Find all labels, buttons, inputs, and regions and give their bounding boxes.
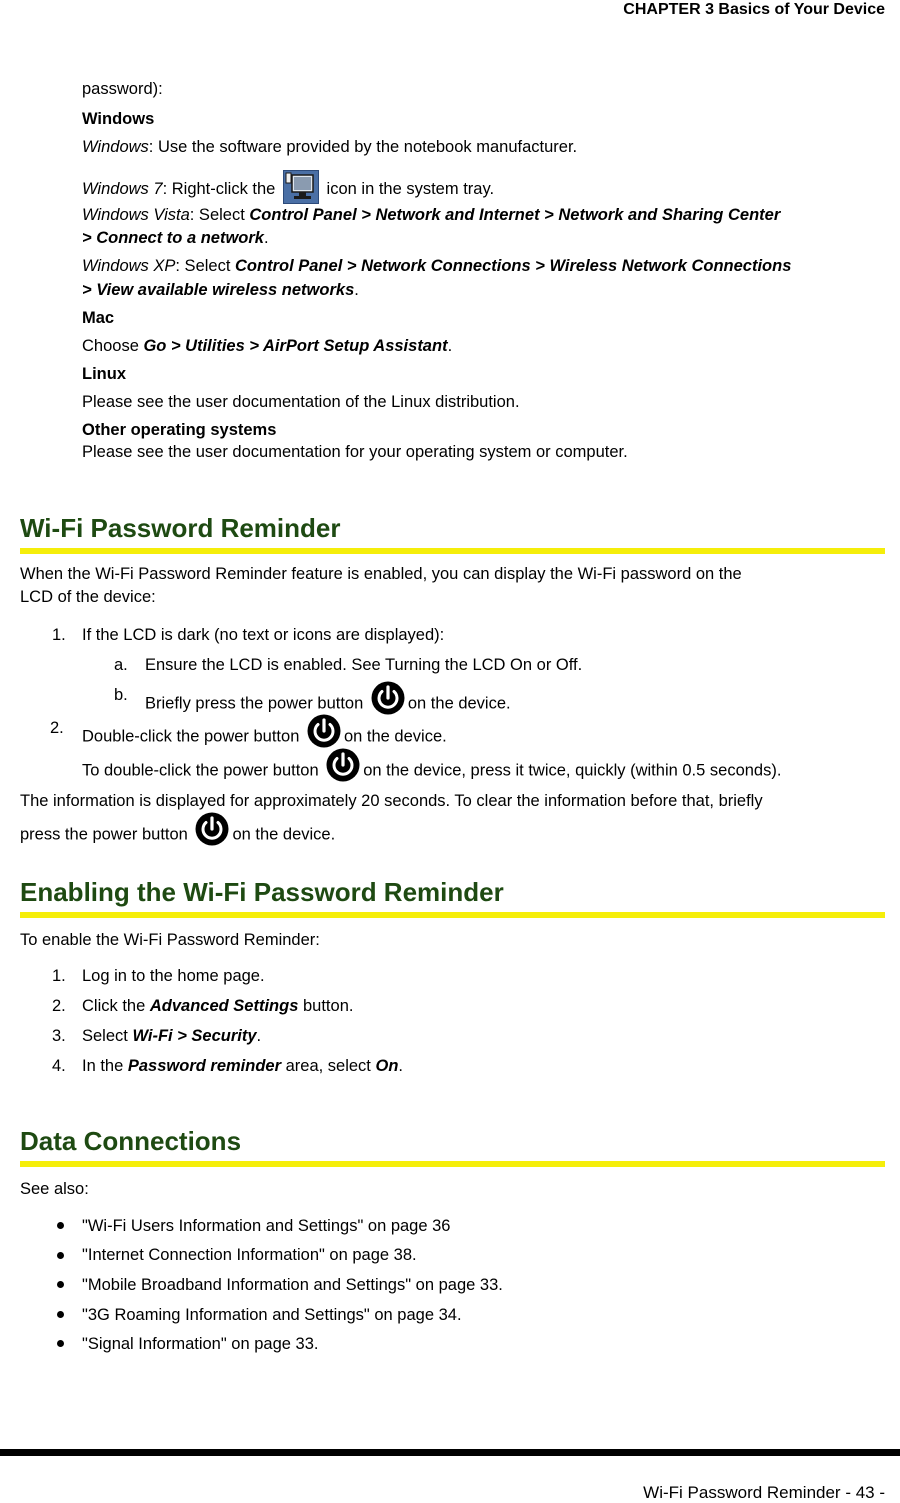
mac-instruction: Choose Go > Utilities > AirPort Setup Assistant. (82, 337, 453, 355)
windows-vista-instruction-cont: > Connect to a network. (82, 229, 269, 247)
network-tray-icon (283, 170, 319, 210)
step-number: 2. (50, 719, 64, 737)
enabling-step: In the Password reminder area, select On. (82, 1057, 403, 1075)
page-footer: Wi-Fi Password Reminder - 43 - (643, 1483, 885, 1502)
bullet-dot (57, 1281, 64, 1288)
step-number: 1. (52, 626, 66, 644)
footer-rule (0, 1449, 900, 1456)
substep-letter: a. (114, 656, 128, 674)
windows-generic: Windows: Use the software provided by the notebook manufacturer. (82, 138, 578, 156)
other-os-instruction: Please see the user documentation for your operating system or computer. (82, 443, 628, 461)
enabling-intro: To enable the Wi-Fi Password Reminder: (20, 931, 320, 949)
step-1b-text: Briefly press the power button on the device. (145, 681, 511, 727)
enabling-step: Click the Advanced Settings button. (82, 997, 354, 1015)
power-icon (326, 748, 360, 794)
linux-heading: Linux (82, 365, 126, 383)
bullet-dot (57, 1311, 64, 1318)
windows-heading: Windows (82, 110, 155, 128)
windows-xp-instruction: Windows XP: Select Control Panel > Network Connections > Wireless Network Connections (82, 257, 792, 275)
intro-fragment: password): (82, 80, 163, 98)
enabling-step: Select Wi-Fi > Security. (82, 1027, 262, 1045)
mac-heading: Mac (82, 309, 115, 327)
reminder-intro-cont: LCD of the device: (20, 588, 156, 606)
step-number: 1. (52, 967, 66, 985)
section-heading-enabling: Enabling the Wi-Fi Password Reminder (20, 876, 885, 918)
other-os-heading: Other operating systems (82, 421, 277, 439)
step-1a-text: Ensure the LCD is enabled. See Turning the LCD On or Off. (145, 656, 583, 674)
step-1-text: If the LCD is dark (no text or icons are displayed): (82, 626, 445, 644)
running-head: CHAPTER 3 Basics of Your Device (623, 1, 885, 18)
step-number: 2. (52, 997, 66, 1015)
linux-instruction: Please see the user documentation of the Linux distribution. (82, 393, 520, 411)
bullet-dot (57, 1222, 64, 1229)
bullet-dot (57, 1340, 64, 1347)
reminder-intro: When the Wi-Fi Password Reminder feature is enabled, you can display the Wi-Fi password on the (20, 565, 742, 583)
windows-vista-instruction: Windows Vista: Select Control Panel > Network and Internet > Network and Sharing Center (82, 206, 781, 224)
section-heading-data-connections: Data Connections (20, 1125, 885, 1167)
substep-letter: b. (114, 686, 128, 704)
see-also-link[interactable]: "3G Roaming Information and Settings" on page 34. (82, 1306, 462, 1324)
see-also-link[interactable]: "Wi-Fi Users Information and Settings" on page 36 (82, 1217, 451, 1235)
see-also-label: See also: (20, 1180, 89, 1198)
windows-7-instruction: Windows 7: Right-click the icon in the system tray. (82, 170, 494, 210)
reminder-outro: The information is displayed for approximately 20 seconds. To clear the information before that, briefly (20, 792, 763, 810)
step-number: 4. (52, 1057, 66, 1075)
step-number: 3. (52, 1027, 66, 1045)
step-2-note: To double-click the power button on the device, press it twice, quickly (within 0.5 seconds). (82, 748, 781, 794)
windows-xp-instruction-cont: > View available wireless networks. (82, 281, 359, 299)
reminder-outro-cont: press the power button on the device. (20, 812, 335, 858)
power-icon (195, 812, 229, 858)
section-heading-reminder: Wi-Fi Password Reminder (20, 512, 885, 554)
bullet-dot (57, 1252, 64, 1259)
enabling-step: Log in to the home page. (82, 967, 265, 985)
see-also-link[interactable]: "Signal Information" on page 33. (82, 1335, 319, 1353)
step-2-text: Double-click the power button on the device. (82, 714, 447, 760)
see-also-link[interactable]: "Internet Connection Information" on page 38. (82, 1246, 417, 1264)
see-also-link[interactable]: "Mobile Broadband Information and Settings" on page 33. (82, 1276, 503, 1294)
